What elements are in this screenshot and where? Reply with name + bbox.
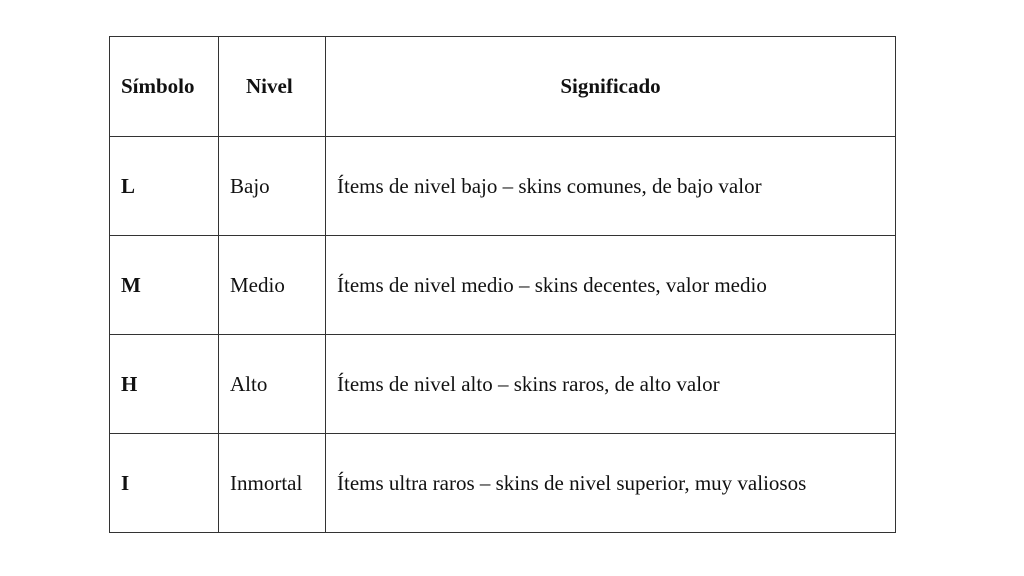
level-cell: Inmortal xyxy=(219,434,326,533)
symbol-cell: H xyxy=(110,335,219,434)
header-symbol: Símbolo xyxy=(110,37,219,137)
table-row xyxy=(110,137,896,236)
symbol-cell: I xyxy=(110,434,219,533)
table-header xyxy=(110,37,896,137)
meaning-cell: Ítems de nivel alto – skins raros, de alto valor xyxy=(326,335,896,434)
table-body xyxy=(110,137,896,533)
item-level-table xyxy=(109,36,896,533)
table-row xyxy=(110,434,896,533)
header-row xyxy=(110,37,896,137)
symbol-cell: M xyxy=(110,236,219,335)
header-level: Nivel xyxy=(219,37,326,137)
meaning-cell: Ítems de nivel bajo – skins comunes, de bajo valor xyxy=(326,137,896,236)
level-cell: Alto xyxy=(219,335,326,434)
meaning-cell: Ítems ultra raros – skins de nivel superior, muy valiosos xyxy=(326,434,896,533)
level-cell: Bajo xyxy=(219,137,326,236)
header-meaning: Significado xyxy=(326,37,896,137)
level-cell: Medio xyxy=(219,236,326,335)
table-row xyxy=(110,236,896,335)
meaning-cell: Ítems de nivel medio – skins decentes, valor medio xyxy=(326,236,896,335)
symbol-cell: L xyxy=(110,137,219,236)
table-row xyxy=(110,335,896,434)
